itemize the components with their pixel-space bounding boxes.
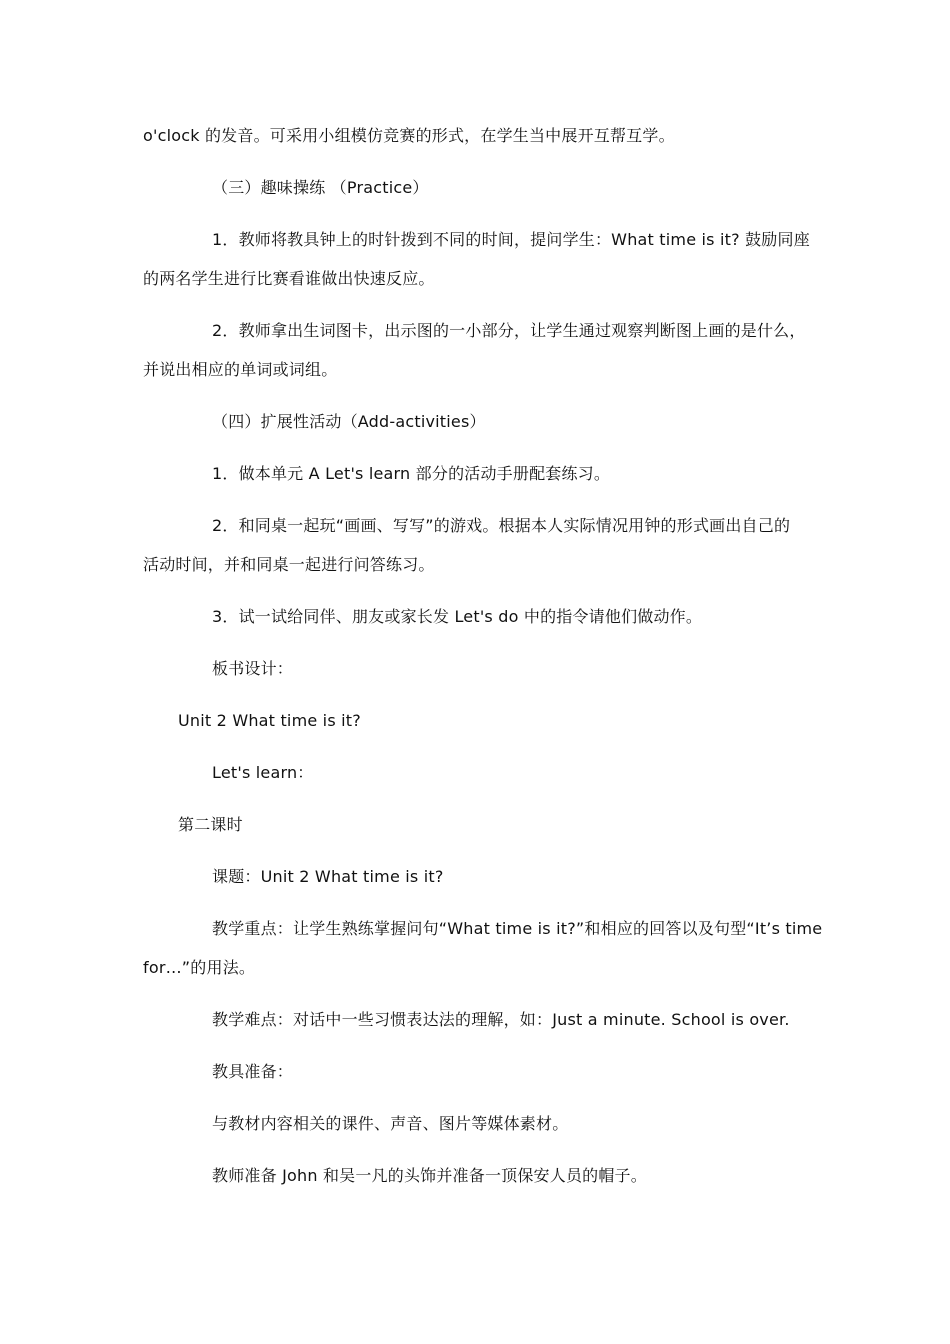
teaching-aids-item: 与教材内容相关的课件、声音、图片等媒体素材。 — [212, 1114, 569, 1133]
board-design-label: 板书设计： — [212, 659, 294, 678]
section-heading-add-activities: （四）扩展性活动（Add-activities） — [212, 412, 486, 431]
paragraph-line: 1．做本单元 A Let's learn 部分的活动手册配套练习。 — [212, 464, 611, 483]
teaching-difficulty: 教学难点：对话中一些习惯表达法的理解，如：Just a minute. School is over. — [212, 1010, 790, 1029]
teaching-aids-label: 教具准备： — [212, 1062, 294, 1081]
paragraph-line: for…”的用法。 — [143, 958, 256, 977]
board-unit-title: Unit 2 What time is it? — [178, 711, 361, 730]
lesson-topic: 课题：Unit 2 What time is it? — [212, 867, 444, 886]
paragraph-line: 并说出相应的单词或词组。 — [143, 360, 338, 379]
second-lesson-heading: 第二课时 — [178, 815, 243, 834]
paragraph-line: 1．教师将教具钟上的时针拨到不同的时间，提问学生：What time is it? 鼓励同座 — [212, 230, 810, 249]
board-lets-learn: Let's learn： — [212, 763, 314, 782]
paragraph-line: 2．和同桌一起玩“画画、写写”的游戏。根据本人实际情况用钟的形式画出自己的 — [212, 516, 791, 535]
paragraph-line: o'clock 的发音。可采用小组模仿竞赛的形式，在学生当中展开互帮互学。 — [143, 126, 675, 145]
teaching-aids-item: 教师准备 John 和吴一凡的头饰并准备一顶保安人员的帽子。 — [212, 1166, 647, 1185]
teaching-focus: 教学重点：让学生熟练掌握问句“What time is it?”和相应的回答以及句型“It’s time — [212, 919, 823, 938]
section-heading-practice: （三）趣味操练 （Practice） — [212, 178, 429, 197]
paragraph-line: 2．教师拿出生词图卡，出示图的一小部分，让学生通过观察判断图上画的是什么， — [212, 321, 806, 340]
paragraph-line: 的两名学生进行比赛看谁做出快速反应。 — [143, 269, 435, 288]
paragraph-line: 3．试一试给同伴、朋友或家长发 Let's do 中的指令请他们做动作。 — [212, 607, 703, 626]
paragraph-line: 活动时间，并和同桌一起进行问答练习。 — [143, 555, 435, 574]
